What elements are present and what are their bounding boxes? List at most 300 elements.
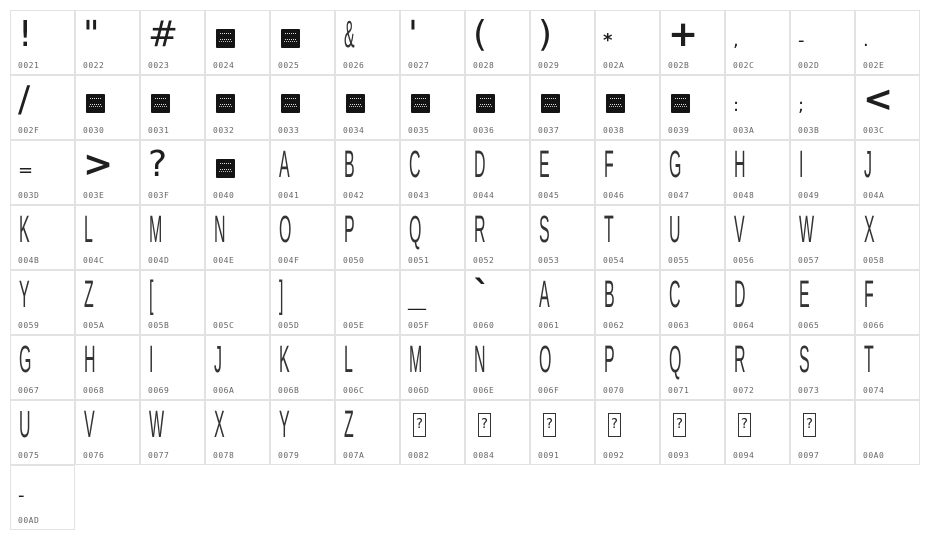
glyph-cell bbox=[465, 205, 530, 270]
glyph-code: 005A bbox=[83, 321, 105, 330]
glyph-char: E bbox=[539, 144, 550, 186]
glyph-code: 0034 bbox=[343, 126, 365, 135]
glyph-char: J bbox=[864, 144, 872, 186]
glyph-char: F bbox=[604, 144, 614, 186]
glyph-cell bbox=[10, 335, 75, 400]
glyph-cell bbox=[400, 400, 465, 465]
glyph-cell bbox=[270, 10, 335, 75]
glyph-char: Z bbox=[84, 274, 94, 316]
glyph-char: B bbox=[604, 274, 615, 316]
glyph-cell bbox=[400, 140, 465, 205]
glyph-cell bbox=[595, 335, 660, 400]
glyph-code: 0094 bbox=[733, 451, 755, 460]
glyph-cell bbox=[465, 270, 530, 335]
glyph-cell bbox=[140, 140, 205, 205]
glyph-char: ' bbox=[408, 14, 418, 55]
glyph-char: I bbox=[799, 144, 804, 186]
glyph-code: 0051 bbox=[408, 256, 430, 265]
glyph-char: ] bbox=[279, 274, 284, 316]
glyph-code: 0097 bbox=[798, 451, 820, 460]
glyph-char: E bbox=[799, 274, 810, 316]
glyph-cell bbox=[205, 400, 270, 465]
glyph-cell bbox=[465, 140, 530, 205]
glyph-char: J bbox=[214, 339, 222, 381]
glyph-char: D bbox=[734, 274, 746, 316]
glyph-code: 005E bbox=[343, 321, 365, 330]
glyph-code: 0068 bbox=[83, 386, 105, 395]
glyph-char: X bbox=[214, 404, 225, 446]
glyph-cell bbox=[335, 140, 400, 205]
glyph-code: 0082 bbox=[408, 451, 430, 460]
missing-glyph-icon bbox=[608, 413, 621, 437]
glyph-char: ( bbox=[473, 14, 488, 55]
glyph-cell bbox=[10, 140, 75, 205]
glyph-code: 003B bbox=[798, 126, 820, 135]
glyph-code: 0021 bbox=[18, 61, 40, 70]
glyph-code: 0022 bbox=[83, 61, 105, 70]
glyph-cell bbox=[790, 140, 855, 205]
glyph-cell bbox=[660, 10, 725, 75]
glyph-cell bbox=[335, 10, 400, 75]
glyph-code: 0071 bbox=[668, 386, 690, 395]
glyph-code: 003C bbox=[863, 126, 885, 135]
glyph-code: 003F bbox=[148, 191, 170, 200]
glyph-char: # bbox=[148, 14, 179, 55]
glyph-cell bbox=[465, 10, 530, 75]
glyph-cell bbox=[140, 205, 205, 270]
glyph-char: L bbox=[344, 339, 353, 381]
glyph-char: I bbox=[149, 339, 154, 381]
glyph-cell bbox=[205, 270, 270, 335]
glyph-cell bbox=[205, 140, 270, 205]
glyph-code: 0044 bbox=[473, 191, 495, 200]
glyph-code: 004F bbox=[278, 256, 300, 265]
glyph-char: M bbox=[149, 209, 163, 251]
glyph-code: 006A bbox=[213, 386, 235, 395]
glyph-code: 002A bbox=[603, 61, 625, 70]
glyph-char: - bbox=[798, 30, 805, 51]
logo-glyph-icon bbox=[151, 94, 170, 113]
glyph-code: 002E bbox=[863, 61, 885, 70]
missing-glyph-icon bbox=[543, 413, 556, 437]
glyph-cell bbox=[75, 335, 140, 400]
logo-glyph-icon bbox=[476, 94, 495, 113]
glyph-cell bbox=[270, 270, 335, 335]
glyph-cell bbox=[205, 335, 270, 400]
glyph-cell bbox=[790, 400, 855, 465]
glyph-cell bbox=[725, 400, 790, 465]
missing-glyph-icon bbox=[673, 413, 686, 437]
glyph-code: 006D bbox=[408, 386, 430, 395]
glyph-cell bbox=[725, 270, 790, 335]
glyph-char: Q bbox=[409, 209, 422, 251]
glyph-char: A bbox=[539, 274, 550, 316]
glyph-cell bbox=[725, 140, 790, 205]
glyph-code: 0035 bbox=[408, 126, 430, 135]
glyph-code: 0074 bbox=[863, 386, 885, 395]
glyph-cell bbox=[400, 270, 465, 335]
glyph-cell bbox=[75, 205, 140, 270]
glyph-char: K bbox=[19, 209, 30, 251]
glyph-cell bbox=[855, 205, 920, 270]
glyph-cell bbox=[790, 205, 855, 270]
glyph-code: 0058 bbox=[863, 256, 885, 265]
glyph-cell bbox=[205, 75, 270, 140]
glyph-char: W bbox=[799, 209, 815, 251]
glyph-code: 006B bbox=[278, 386, 300, 395]
glyph-char: C bbox=[669, 274, 681, 316]
glyph-cell bbox=[530, 10, 595, 75]
glyph-code: 002D bbox=[798, 61, 820, 70]
glyph-code: 0055 bbox=[668, 256, 690, 265]
glyph-cell bbox=[595, 75, 660, 140]
glyph-code: 0072 bbox=[733, 386, 755, 395]
glyph-char: * bbox=[603, 30, 613, 51]
glyph-cell bbox=[595, 400, 660, 465]
glyph-cell bbox=[335, 335, 400, 400]
glyph-cell bbox=[855, 400, 920, 465]
glyph-code: 0069 bbox=[148, 386, 170, 395]
glyph-cell bbox=[855, 270, 920, 335]
glyph-code: 0031 bbox=[148, 126, 170, 135]
glyph-char: T bbox=[604, 209, 614, 251]
glyph-char: H bbox=[734, 144, 746, 186]
glyph-code: 0076 bbox=[83, 451, 105, 460]
glyph-code: 002B bbox=[668, 61, 690, 70]
glyph-cell bbox=[335, 400, 400, 465]
glyph-char: Z bbox=[344, 404, 354, 446]
glyph-cell bbox=[335, 270, 400, 335]
glyph-char: __ bbox=[408, 290, 426, 311]
glyph-cell bbox=[530, 75, 595, 140]
glyph-cell bbox=[530, 205, 595, 270]
glyph-char: " bbox=[83, 14, 100, 55]
glyph-char: : bbox=[733, 95, 740, 116]
glyph-code: 004E bbox=[213, 256, 235, 265]
glyph-char: W bbox=[149, 404, 165, 446]
glyph-char: ? bbox=[741, 417, 748, 432]
glyph-code: 006C bbox=[343, 386, 365, 395]
glyph-char: P bbox=[344, 209, 355, 251]
glyph-code: 0026 bbox=[343, 61, 365, 70]
glyph-cell bbox=[660, 75, 725, 140]
glyph-code: 0077 bbox=[148, 451, 170, 460]
glyph-char: , bbox=[733, 30, 739, 51]
glyph-cell bbox=[10, 270, 75, 335]
glyph-char: S bbox=[539, 209, 550, 251]
glyph-code: 0063 bbox=[668, 321, 690, 330]
glyph-cell bbox=[400, 75, 465, 140]
glyph-code: 0075 bbox=[18, 451, 40, 460]
glyph-cell bbox=[335, 75, 400, 140]
glyph-char: < bbox=[863, 79, 894, 120]
glyph-cell bbox=[725, 10, 790, 75]
logo-glyph-icon bbox=[281, 29, 300, 48]
glyph-code: 0060 bbox=[473, 321, 495, 330]
glyph-code: 005F bbox=[408, 321, 430, 330]
glyph-code: 003A bbox=[733, 126, 755, 135]
glyph-code: 004A bbox=[863, 191, 885, 200]
glyph-code: 0066 bbox=[863, 321, 885, 330]
glyph-code: 0048 bbox=[733, 191, 755, 200]
glyph-cell bbox=[465, 400, 530, 465]
glyph-code: 0027 bbox=[408, 61, 430, 70]
glyph-code: 0061 bbox=[538, 321, 560, 330]
glyph-cell bbox=[790, 10, 855, 75]
glyph-cell bbox=[855, 140, 920, 205]
glyph-code: 006E bbox=[473, 386, 495, 395]
glyph-code: 004C bbox=[83, 256, 105, 265]
glyph-char: T bbox=[864, 339, 874, 381]
glyph-char: N bbox=[474, 339, 486, 381]
glyph-char: ? bbox=[416, 417, 423, 432]
glyph-char: - bbox=[18, 485, 25, 506]
glyph-code: 005D bbox=[278, 321, 300, 330]
missing-glyph-icon bbox=[803, 413, 816, 437]
glyph-cell bbox=[270, 140, 335, 205]
logo-glyph-icon bbox=[671, 94, 690, 113]
glyph-code: 004B bbox=[18, 256, 40, 265]
glyph-char: Q bbox=[669, 339, 682, 381]
glyph-char: K bbox=[279, 339, 290, 381]
missing-glyph-icon bbox=[738, 413, 751, 437]
glyph-char: O bbox=[539, 339, 552, 381]
glyph-code: 005B bbox=[148, 321, 170, 330]
glyph-char: [ bbox=[149, 274, 154, 316]
glyph-cell bbox=[75, 270, 140, 335]
glyph-cell bbox=[530, 400, 595, 465]
glyph-char: ; bbox=[798, 95, 805, 116]
glyph-char: ? bbox=[481, 417, 488, 432]
glyph-code: 004D bbox=[148, 256, 170, 265]
glyph-code: 0053 bbox=[538, 256, 560, 265]
glyph-cell bbox=[270, 205, 335, 270]
logo-glyph-icon bbox=[86, 94, 105, 113]
glyph-char: U bbox=[19, 404, 31, 446]
glyph-code: 0054 bbox=[603, 256, 625, 265]
glyph-char: P bbox=[604, 339, 615, 381]
glyph-cell bbox=[725, 335, 790, 400]
glyph-char: F bbox=[864, 274, 874, 316]
glyph-cell bbox=[140, 10, 205, 75]
glyph-cell bbox=[855, 335, 920, 400]
glyph-code: 0045 bbox=[538, 191, 560, 200]
glyph-code: 0064 bbox=[733, 321, 755, 330]
glyph-code: 0073 bbox=[798, 386, 820, 395]
glyph-cell bbox=[400, 10, 465, 75]
glyph-cell bbox=[725, 205, 790, 270]
glyph-cell bbox=[530, 270, 595, 335]
glyph-code: 0032 bbox=[213, 126, 235, 135]
logo-glyph-icon bbox=[216, 159, 235, 178]
glyph-code: 0050 bbox=[343, 256, 365, 265]
glyph-code: 007A bbox=[343, 451, 365, 460]
glyph-code: 0040 bbox=[213, 191, 235, 200]
glyph-cell bbox=[10, 10, 75, 75]
glyph-code: 0038 bbox=[603, 126, 625, 135]
glyph-code: 00AD bbox=[18, 516, 40, 525]
glyph-code: 003E bbox=[83, 191, 105, 200]
glyph-char: R bbox=[474, 209, 486, 251]
glyph-cell bbox=[400, 205, 465, 270]
glyph-cell bbox=[530, 335, 595, 400]
glyph-code: 005C bbox=[213, 321, 235, 330]
glyph-code: 0028 bbox=[473, 61, 495, 70]
glyph-cell bbox=[595, 10, 660, 75]
glyph-code: 0042 bbox=[343, 191, 365, 200]
glyph-char: Y bbox=[279, 404, 290, 446]
glyph-cell bbox=[10, 400, 75, 465]
glyph-code: 0056 bbox=[733, 256, 755, 265]
glyph-cell bbox=[595, 205, 660, 270]
glyph-code: 002F bbox=[18, 126, 40, 135]
glyph-char: + bbox=[668, 14, 699, 55]
glyph-cell bbox=[335, 205, 400, 270]
glyph-char: B bbox=[344, 144, 355, 186]
logo-glyph-icon bbox=[281, 94, 300, 113]
glyph-code: 0078 bbox=[213, 451, 235, 460]
glyph-char: X bbox=[864, 209, 875, 251]
glyph-char: ? bbox=[148, 144, 168, 185]
glyph-code: 002C bbox=[733, 61, 755, 70]
glyph-cell bbox=[10, 205, 75, 270]
glyph-code: 0029 bbox=[538, 61, 560, 70]
glyph-code: 003D bbox=[18, 191, 40, 200]
glyph-char: M bbox=[409, 339, 423, 381]
glyph-char: A bbox=[279, 144, 290, 186]
glyph-code: 0092 bbox=[603, 451, 625, 460]
logo-glyph-icon bbox=[411, 94, 430, 113]
missing-glyph-icon bbox=[413, 413, 426, 437]
glyph-cell bbox=[790, 270, 855, 335]
glyph-code: 0049 bbox=[798, 191, 820, 200]
glyph-cell bbox=[790, 75, 855, 140]
glyph-code: 0033 bbox=[278, 126, 300, 135]
glyph-code: 0065 bbox=[798, 321, 820, 330]
glyph-char: . bbox=[863, 30, 869, 51]
glyph-char: O bbox=[279, 209, 292, 251]
glyph-char: Y bbox=[19, 274, 30, 316]
glyph-cell bbox=[140, 270, 205, 335]
glyph-char: ` bbox=[473, 274, 491, 315]
glyph-cell bbox=[270, 335, 335, 400]
glyph-char: G bbox=[19, 339, 32, 381]
logo-glyph-icon bbox=[541, 94, 560, 113]
glyph-cell bbox=[75, 400, 140, 465]
glyph-code: 0052 bbox=[473, 256, 495, 265]
glyph-code: 0091 bbox=[538, 451, 560, 460]
glyph-cell bbox=[725, 75, 790, 140]
glyph-code: 0041 bbox=[278, 191, 300, 200]
glyph-char: / bbox=[18, 79, 31, 120]
glyph-cell bbox=[855, 10, 920, 75]
glyph-char: D bbox=[474, 144, 486, 186]
glyph-cell bbox=[530, 140, 595, 205]
logo-glyph-icon bbox=[606, 94, 625, 113]
glyph-char: & bbox=[344, 14, 355, 56]
glyph-cell bbox=[205, 205, 270, 270]
glyph-cell bbox=[465, 335, 530, 400]
glyph-char: ? bbox=[546, 417, 553, 432]
glyph-code: 0093 bbox=[668, 451, 690, 460]
glyph-cell bbox=[595, 140, 660, 205]
glyph-code: 0036 bbox=[473, 126, 495, 135]
glyph-cell bbox=[400, 335, 465, 400]
glyph-code: 0043 bbox=[408, 191, 430, 200]
glyph-cell bbox=[465, 75, 530, 140]
glyph-code: 0067 bbox=[18, 386, 40, 395]
glyph-code: 00A0 bbox=[863, 451, 885, 460]
glyph-code: 0039 bbox=[668, 126, 690, 135]
glyph-code: 0030 bbox=[83, 126, 105, 135]
glyph-char: S bbox=[799, 339, 810, 381]
logo-glyph-icon bbox=[216, 29, 235, 48]
glyph-char: U bbox=[669, 209, 681, 251]
glyph-code: 0062 bbox=[603, 321, 625, 330]
glyph-char: C bbox=[409, 144, 421, 186]
glyph-code: 0037 bbox=[538, 126, 560, 135]
glyph-cell bbox=[10, 75, 75, 140]
glyph-cell bbox=[75, 140, 140, 205]
glyph-char: G bbox=[669, 144, 682, 186]
glyph-char: ! bbox=[18, 14, 33, 55]
glyph-cell bbox=[270, 400, 335, 465]
glyph-char: = bbox=[18, 160, 34, 181]
glyph-code: 0047 bbox=[668, 191, 690, 200]
glyph-code: 0025 bbox=[278, 61, 300, 70]
glyph-code: 006F bbox=[538, 386, 560, 395]
glyph-char: R bbox=[734, 339, 746, 381]
glyph-cell bbox=[660, 400, 725, 465]
glyph-cell bbox=[10, 465, 75, 530]
glyph-code: 0057 bbox=[798, 256, 820, 265]
glyph-code: 0046 bbox=[603, 191, 625, 200]
glyph-char: N bbox=[214, 209, 226, 251]
logo-glyph-icon bbox=[346, 94, 365, 113]
glyph-char: ? bbox=[611, 417, 618, 432]
glyph-cell bbox=[595, 270, 660, 335]
glyph-cell bbox=[660, 205, 725, 270]
glyph-code: 0024 bbox=[213, 61, 235, 70]
glyph-code: 0059 bbox=[18, 321, 40, 330]
glyph-char: > bbox=[83, 144, 114, 185]
glyph-code: 0084 bbox=[473, 451, 495, 460]
glyph-cell bbox=[75, 10, 140, 75]
glyph-cell bbox=[140, 400, 205, 465]
glyph-char: ? bbox=[806, 417, 813, 432]
glyph-cell bbox=[855, 75, 920, 140]
glyph-cell bbox=[270, 75, 335, 140]
glyph-char: ? bbox=[676, 417, 683, 432]
glyph-char: H bbox=[84, 339, 96, 381]
glyph-cell bbox=[660, 335, 725, 400]
glyph-char: V bbox=[734, 209, 745, 251]
logo-glyph-icon bbox=[216, 94, 235, 113]
glyph-cell bbox=[660, 270, 725, 335]
glyph-cell bbox=[660, 140, 725, 205]
glyph-char: ) bbox=[538, 14, 553, 55]
glyph-code: 0070 bbox=[603, 386, 625, 395]
glyph-code: 0079 bbox=[278, 451, 300, 460]
glyph-cell bbox=[205, 10, 270, 75]
glyph-cell bbox=[140, 335, 205, 400]
glyph-code: 0023 bbox=[148, 61, 170, 70]
glyph-char: L bbox=[84, 209, 93, 251]
glyph-cell bbox=[790, 335, 855, 400]
missing-glyph-icon bbox=[478, 413, 491, 437]
glyph-char: V bbox=[84, 404, 95, 446]
glyph-cell bbox=[140, 75, 205, 140]
